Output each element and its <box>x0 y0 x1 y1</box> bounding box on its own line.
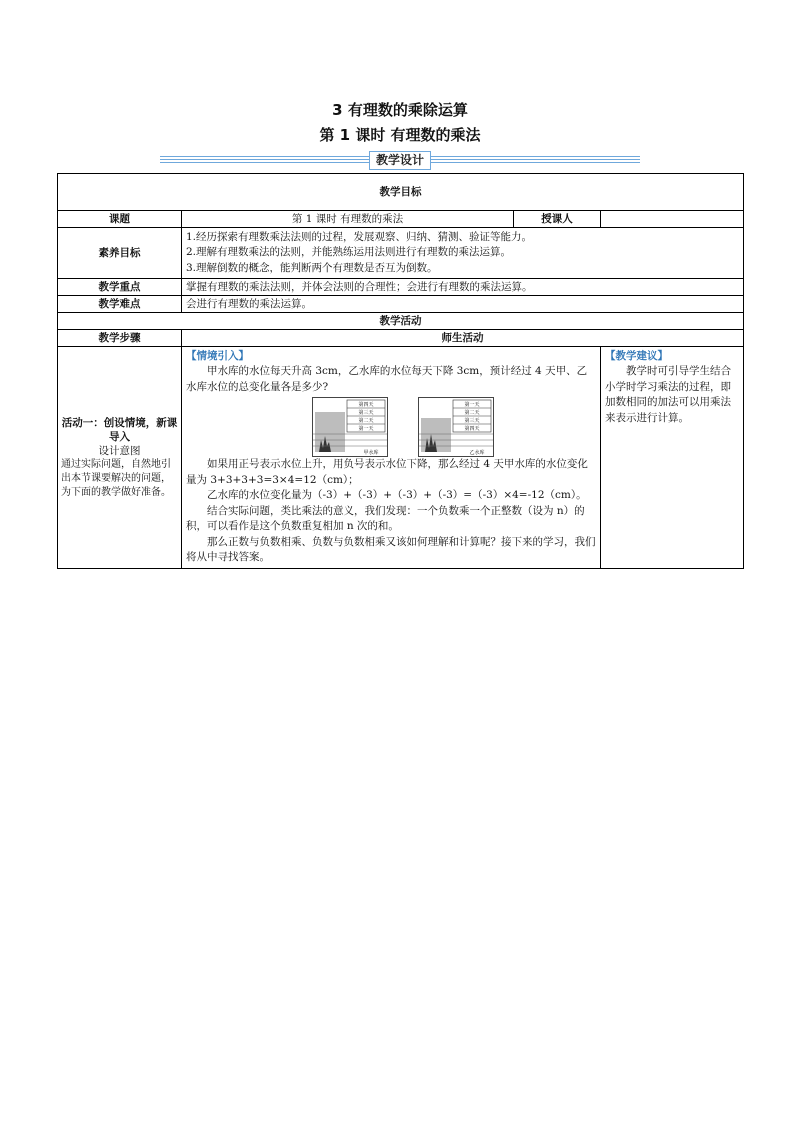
topic-label: 课题 <box>58 211 182 228</box>
suggestion-cell <box>601 347 744 569</box>
design-banner <box>160 151 640 169</box>
difficulty-value: 会进行有理数的乘法运算。 <box>182 296 744 313</box>
reservoir-b-caption: 乙水库 <box>469 450 485 456</box>
activities-label: 师生活动 <box>182 330 744 347</box>
reservoir-a-figure <box>312 397 388 457</box>
transition-text: 那么正数与负数相乘、负数与负数相乘又该如何理解和计算呢？接下来的学习，我们将从中寻找答案。 <box>186 535 596 563</box>
day-label: 第三天 <box>358 410 374 416</box>
day-label: 第一天 <box>358 426 374 432</box>
design-text: 通过实际问题，自然地引出本节课要解决的问题，为下面的教学做好准备。 <box>61 458 171 498</box>
discovery-text: 结合实际问题，类比乘法的意义，我们发现：一个负数乘一个正整数（设为 n）的积，可以看作是这个负数重复相加 n 次的和。 <box>186 504 585 532</box>
lesson-title: 3 有理数的乘除运算 <box>332 101 468 119</box>
problem-text: 甲水库的水位每天升高 3cm，乙水库的水位每天下降 3cm，预计经过 4 天甲、乙水库水位的总变化量各是多少? <box>186 365 588 393</box>
teacher-value <box>601 211 744 228</box>
intro-tag: 【情境引入】 <box>186 350 249 362</box>
key-point-value: 掌握有理数的乘法法则，并体会法则的合理性；会进行有理数的乘法运算。 <box>182 279 744 296</box>
reservoir-a-calc: 如果用正号表示水位上升，用负号表示水位下降，那么经过 4 天甲水库的水位变化量为 3+3+3+3=3×4=12（cm）； <box>186 458 588 486</box>
reservoir-a-caption: 甲水库 <box>363 450 379 456</box>
suggestion-text: 教学时可引导学生结合小学时学习乘法的过程，即加数相同的加法可以用乘法来表示进行计算。 <box>605 365 731 424</box>
day-label: 第一天 <box>464 402 480 408</box>
design-label: 设计意图 <box>98 444 141 457</box>
lesson-plan-table <box>57 173 744 569</box>
day-label: 第二天 <box>464 410 480 416</box>
day-label: 第四天 <box>464 426 480 432</box>
day-label: 第三天 <box>464 418 480 424</box>
literacy-goals <box>182 228 744 279</box>
lesson-subtitle: 第 1 课时 有理数的乘法 <box>319 126 481 144</box>
suggestion-tag: 【教学建议】 <box>605 350 668 362</box>
key-point-label: 教学重点 <box>58 279 182 296</box>
reservoir-b-calc: 乙水库的水位变化量为（-3）+（-3）+（-3）+（-3）=（-3）×4=-12（cm）。 <box>207 489 587 501</box>
reservoir-b-figure <box>418 397 494 457</box>
literacy-item: 1.经历探索有理数乘法法则的过程，发展观察、归纳、猜测、验证等能力。 <box>186 230 533 243</box>
day-label: 第二天 <box>358 418 374 424</box>
goals-heading: 教学目标 <box>58 174 744 211</box>
banner-label: 教学设计 <box>369 151 431 170</box>
activity-content <box>182 347 601 569</box>
activity-heading: 教学活动 <box>58 313 744 330</box>
literacy-item: 2.理解有理数乘法的法则，并能熟练运用法则进行有理数的乘法运算。 <box>186 246 512 259</box>
difficulty-label: 教学难点 <box>58 296 182 313</box>
topic-value: 第 1 课时 有理数的乘法 <box>182 211 514 228</box>
reservoir-figures <box>186 397 596 455</box>
literacy-label: 素养目标 <box>58 228 182 279</box>
teacher-label: 授课人 <box>514 211 601 228</box>
step1-cell <box>58 347 182 569</box>
day-label: 第四天 <box>358 402 374 408</box>
literacy-item: 3.理解倒数的概念，能判断两个有理数是否互为倒数。 <box>186 261 438 274</box>
step1-title: 活动一：创设情境，新课导入 <box>61 416 178 443</box>
steps-label: 教学步骤 <box>58 330 182 347</box>
